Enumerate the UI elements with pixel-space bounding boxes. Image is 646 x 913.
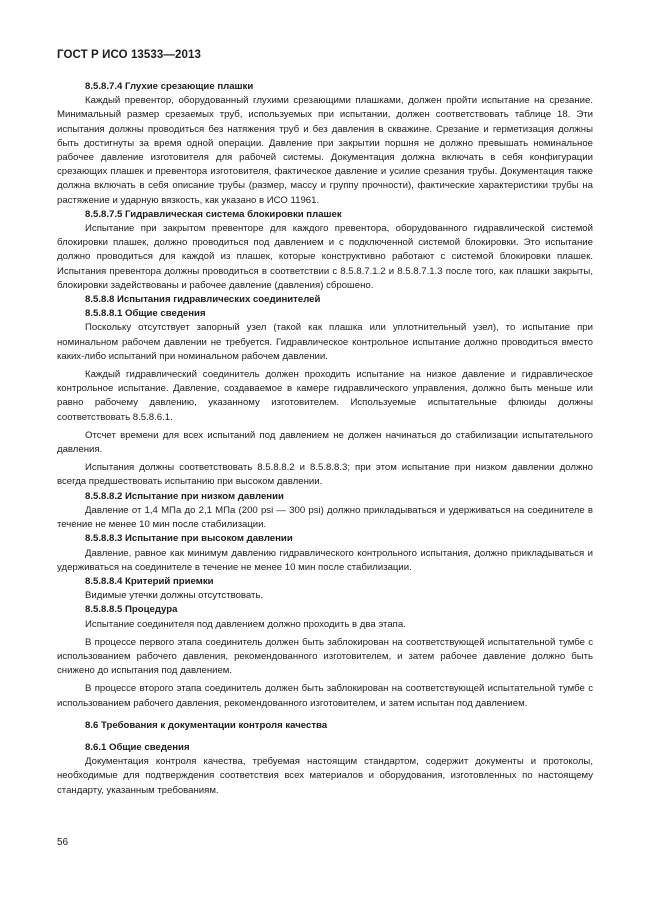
body-paragraph: Видимые утечки должны отсутствовать. [85,590,264,602]
body-paragraph: В процессе второго этапа соединитель должен быть заблокирован на соответствующей испытательной тумбе с использованием рабочего давления, рекомендованного изготовителем, и затем испытан под давлением. [57,683,593,709]
document-header: ГОСТ Р ИСО 13533—2013 [57,49,202,61]
body-paragraph: Отсчет времени для всех испытаний под давлением не должен начинаться до стабилизации испытательного давления. [57,429,593,456]
section-heading: 8.5.8.8.2 Испытание при низком давлении [85,490,284,502]
body-paragraph: Поскольку отсутствует запорный узел (такой как плашка или уплотнительный узел), то испытание при номинальном рабочем давлении не требуется. Гидравлическое контрольное испытание должно проводиться вместо каких-либо испытаний при номинальном рабочем давлении. [57,322,593,362]
body-paragraph: Документация контроля качества, требуемая настоящим стандартом, содержит документы и протоколы, необходимые для подтверждения соответствия всех материалов и оборудования, изготовленных по настоящему стандарту, указанным требованиям. [57,756,593,796]
document-body [57,80,593,798]
section-heading: 8.6.1 Общие сведения [85,741,190,753]
body-paragraph: Испытание при закрытом превенторе для каждого превентора, оборудованного гидравлической системой блокировки плашек, должно проводиться под давлением и с подключенной системой блокировки. Это испытание должно проводиться для каждой из плашек, которые конструктивно работают с системой блокировки плашек. Испытания превентора должны проводиться в соответствии с 8.5.8.7.1.2 и 8.5.8.7.1.3 после того, как плашки закрыты, блокировки задействованы и рабочее давление (давления) сброшено. [57,223,593,291]
body-paragraph: Испытания должны соответствовать 8.5.8.8.2 и 8.5.8.8.3; при этом испытание при низком давлении должно всегда предшествовать испытанию при высоком давлении. [57,462,593,488]
page-number: 56 [57,837,69,848]
body-paragraph: Давление от 1,4 МПа до 2,1 МПа (200 psi — 300 psi) должно прикладываться и удерживаться на соединителе в течение не менее 10 мин после стабилизации. [57,504,593,531]
body-paragraph: Каждый гидравлический соединитель должен проходить испытание на низкое давление и гидравлическое контрольное испытание. Давление, создаваемое в камере гидравлического управления, должно быть меньше или равно рабочему давлению, указанному изготовителем. Используемые испытательные флюиды должны соответствовать 8.5.8.6.1. [57,369,593,423]
section-heading: 8.5.8.7.5 Гидравлическая система блокировки плашек [85,208,342,220]
section-heading: 8.6 Требования к документации контроля качества [85,719,328,731]
section-heading: 8.5.8.8 Испытания гидравлических соединителей [85,294,321,306]
body-paragraph: Испытание соединителя под давлением должно проходить в два этапа. [85,618,406,630]
body-paragraph: Давление, равное как минимум давлению гидравлического контрольного испытания, должно прикладываться и удерживаться на соединителе в течение не менее 10 мин после стабилизации. [57,547,593,573]
section-heading: 8.5.8.8.4 Критерий приемки [85,575,214,587]
section-heading: 8.5.8.8.1 Общие сведения [85,308,206,320]
section-heading: 8.5.8.7.4 Глухие срезающие плашки [85,81,254,92]
section-heading: 8.5.8.8.3 Испытание при высоком давлении [85,533,293,545]
section-heading: 8.5.8.8.5 Процедура [85,604,178,616]
body-paragraph: Каждый превентор, оборудованный глухими срезающими плашками, должен пройти испытание на срезание. Минимальный размер срезаемых труб, используемых при испытании, должен соответствовать таблице 18. Эти испытания должны проводиться без натяжения труб и без давления в скважине. Срезание и герметизация должны быть достигнуты за время одной операции. Давление при закрытии поршня не должно превышать номинальное рабочее давление изготовителя для рабочей системы. Документация должна включать в себя конфигурации срезающих плашек и превентора изготовителя, фактическое давление и усилие срезания трубы. Документация также должна включать в себя описание трубы (размер, массу и группу прочности), фактические характеристики трубы на растяжение и ударную вязкость, как указано в ИСО 11961. [57,95,593,206]
body-paragraph: В процессе первого этапа соединитель должен быть заблокирован на соответствующей испытательной тумбе с использованием рабочего давления, рекомендованного изготовителем, и затем рабочее давление должно быть снижено до испытания под давлением. [57,636,593,677]
